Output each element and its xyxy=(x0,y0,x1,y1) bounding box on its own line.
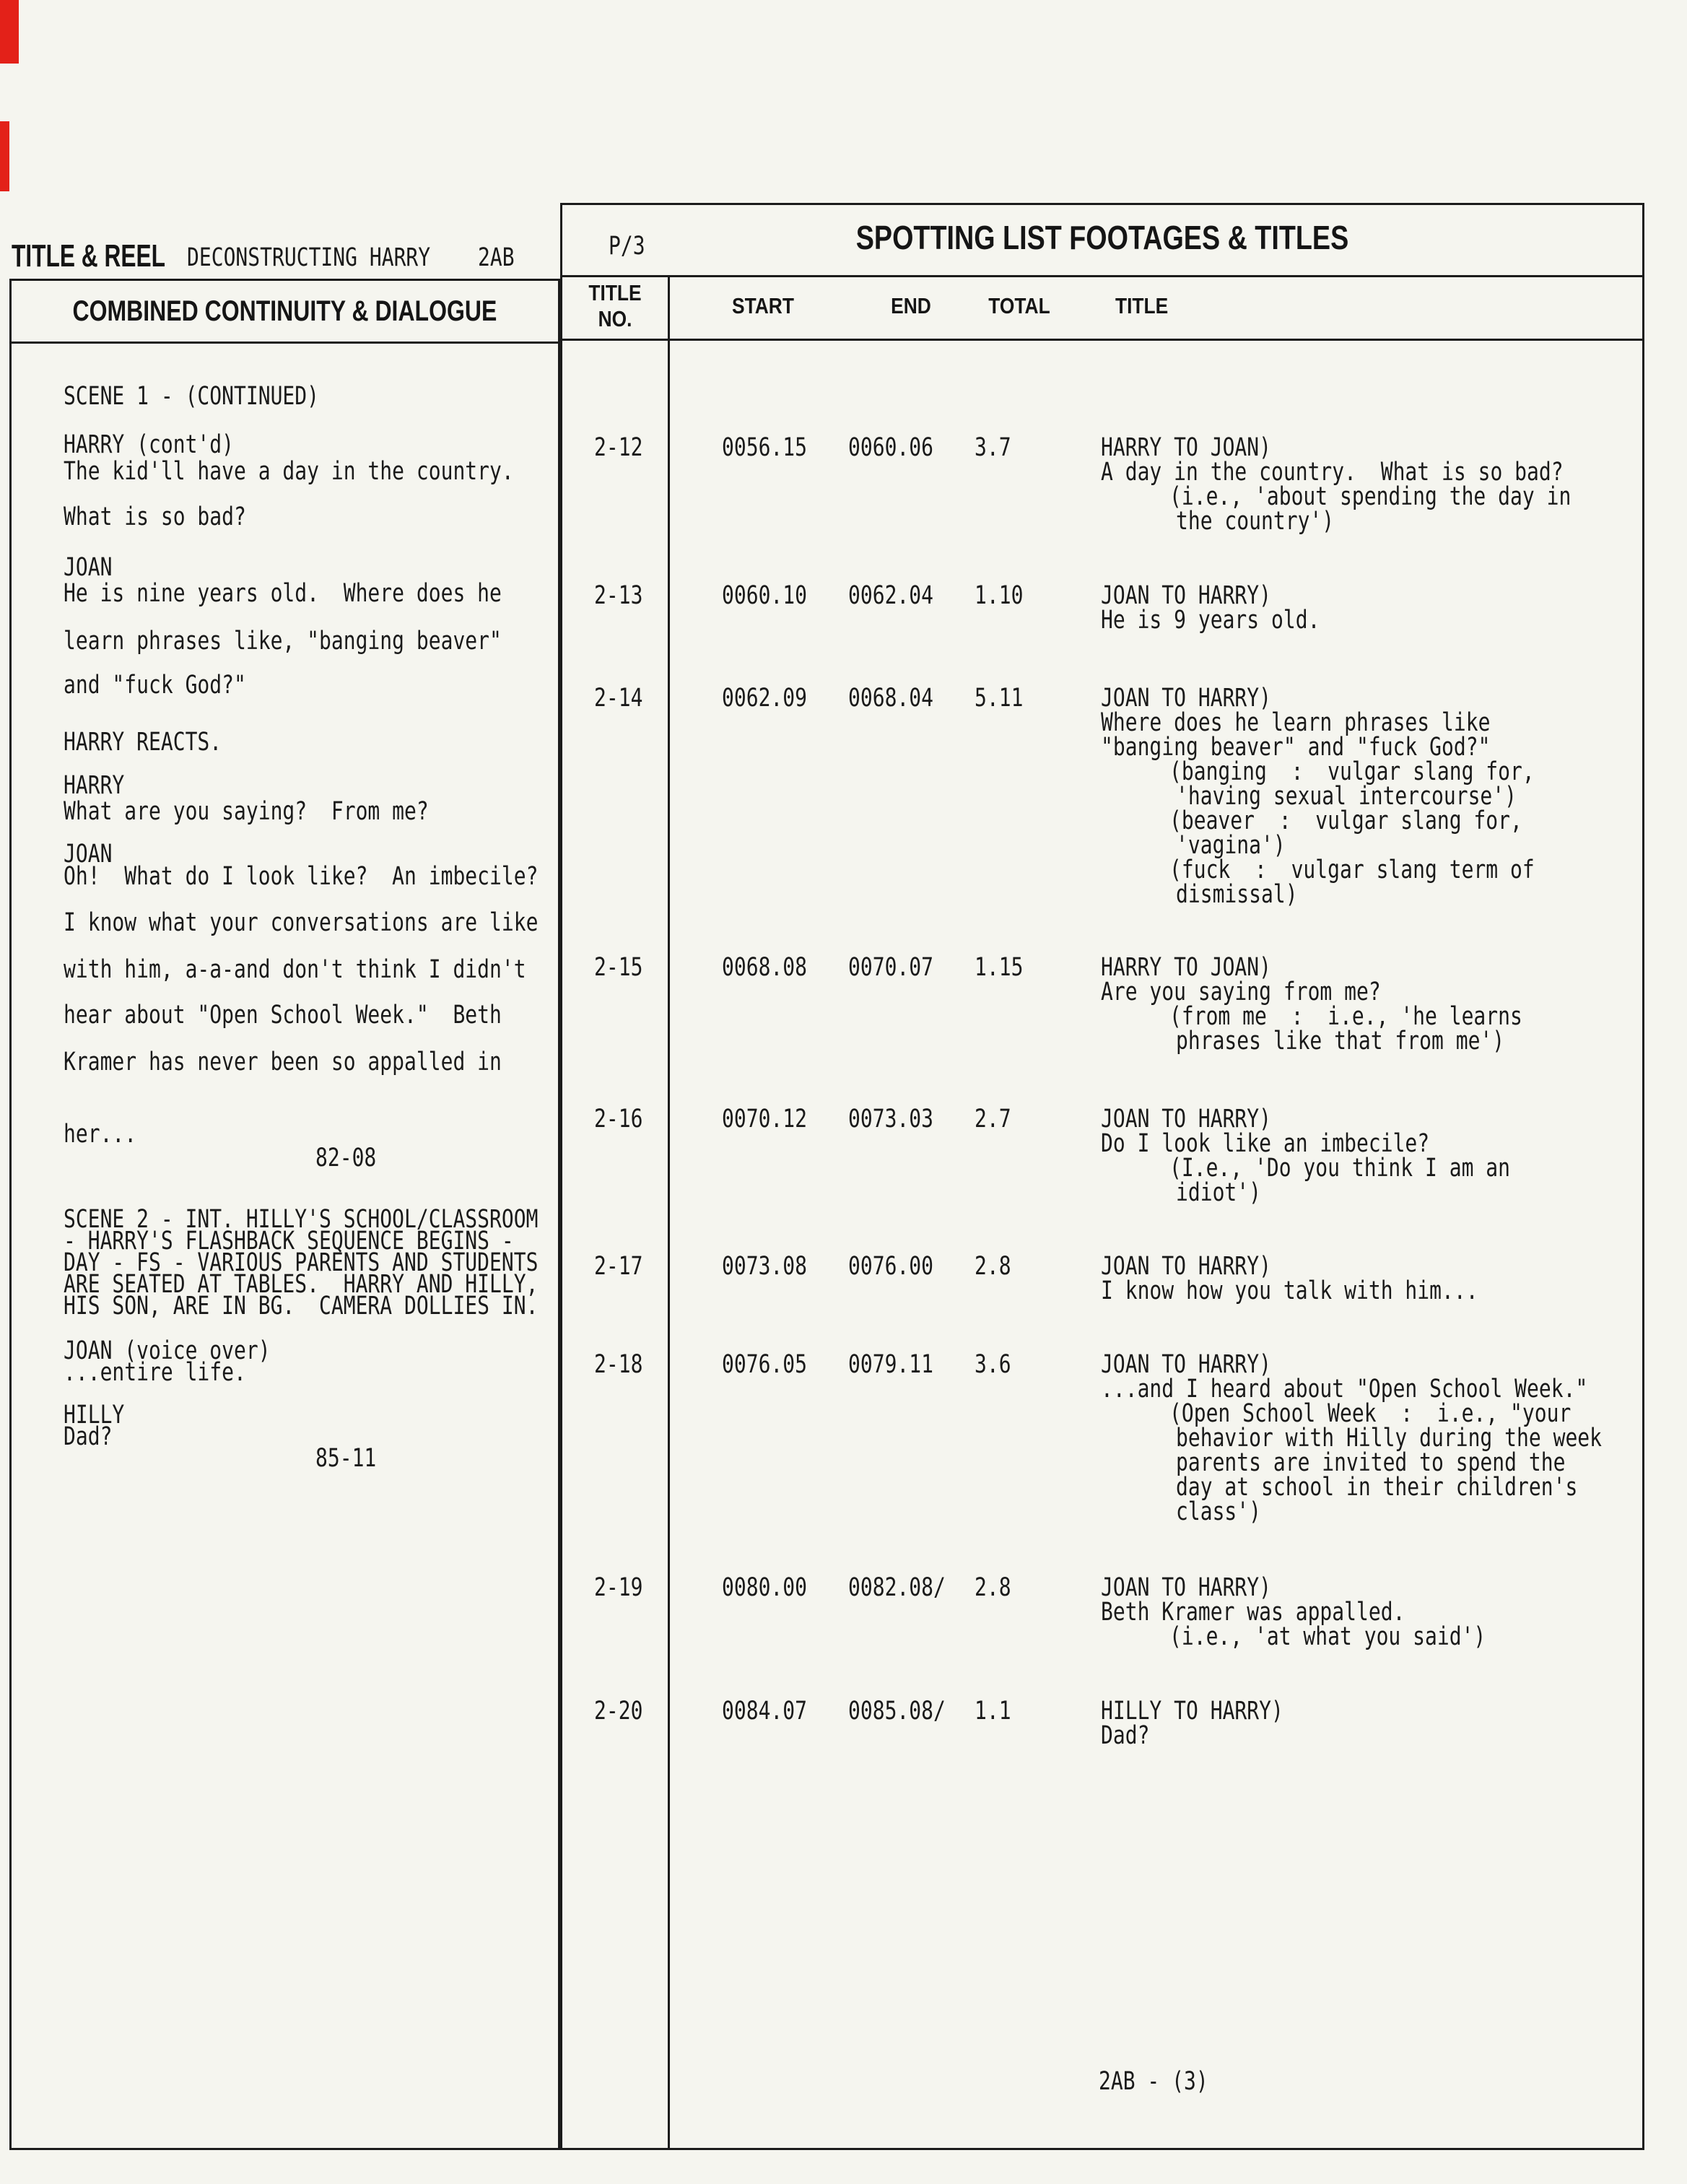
spot-end: 0070.07 xyxy=(848,953,934,982)
spot-title-line: A day in the country. What is so bad? xyxy=(1101,458,1564,487)
continuity-line: - HARRY'S FLASHBACK SEQUENCE BEGINS - xyxy=(64,1227,514,1256)
spot-title-line: the country') xyxy=(1176,507,1335,536)
spot-title-line: Dad? xyxy=(1101,1721,1150,1750)
continuity-line: with him, a-a-and don't think I didn't xyxy=(64,955,526,984)
spot-title-line: 'having sexual intercourse') xyxy=(1176,782,1517,811)
column-header-end: END xyxy=(891,293,931,318)
continuity-line: HIS SON, ARE IN BG. CAMERA DOLLIES IN. xyxy=(64,1292,539,1321)
spot-title-line: (banging : vulgar slang for, xyxy=(1169,757,1535,786)
spot-start: 0070.12 xyxy=(722,1105,808,1134)
continuity-line: learn phrases like, "banging beaver" xyxy=(64,627,502,656)
continuity-line: her... xyxy=(64,1120,137,1149)
spot-title-no: 2-19 xyxy=(594,1573,643,1602)
spot-title-line: HILLY TO HARRY) xyxy=(1101,1697,1283,1726)
spot-start: 0068.08 xyxy=(722,953,808,982)
continuity-panel-header xyxy=(12,281,558,344)
column-header-start: START xyxy=(732,293,794,318)
continuity-line: What is so bad? xyxy=(64,503,246,531)
spot-title-line: JOAN TO HARRY) xyxy=(1101,1252,1272,1281)
scene-footage-counter: 82-08 xyxy=(315,1144,377,1173)
spot-title-line: "banging beaver" and "fuck God?" xyxy=(1101,733,1491,762)
spot-title-no: 2-12 xyxy=(594,433,643,462)
spot-end: 0082.08/ xyxy=(848,1573,946,1602)
continuity-line: ...entire life. xyxy=(64,1358,246,1387)
continuity-line: What are you saying? From me? xyxy=(64,797,429,826)
spot-title-line: HARRY TO JOAN) xyxy=(1101,433,1272,462)
spot-title-no: 2-16 xyxy=(594,1105,643,1134)
spot-title-line: HARRY TO JOAN) xyxy=(1101,953,1272,982)
spot-title-no: 2-15 xyxy=(594,953,643,982)
spot-title-line: JOAN TO HARRY) xyxy=(1101,684,1272,713)
spot-title-line: (fuck : vulgar slang term of xyxy=(1169,856,1535,884)
spot-total: 3.7 xyxy=(975,433,1011,462)
continuity-line: Kramer has never been so appalled in xyxy=(64,1048,502,1076)
spot-start: 0056.15 xyxy=(722,433,808,462)
spot-title-line: I know how you talk with him... xyxy=(1101,1276,1478,1305)
column-header-row xyxy=(562,275,1642,341)
continuity-line: HARRY xyxy=(64,771,125,800)
spot-title-line: Do I look like an imbecile? xyxy=(1101,1129,1430,1158)
scan-artifact-red-mark-top xyxy=(0,0,19,64)
spot-title-line: ...and I heard about "Open School Week." xyxy=(1101,1375,1588,1404)
column-header-title-no-line1: TITLE xyxy=(588,280,642,305)
scan-artifact-red-mark-left xyxy=(0,121,9,191)
spot-title-line: (beaver : vulgar slang for, xyxy=(1169,806,1522,835)
spot-start: 0073.08 xyxy=(722,1252,808,1281)
spot-total: 2.8 xyxy=(975,1573,1011,1602)
spot-title-line: JOAN TO HARRY) xyxy=(1101,581,1272,610)
spot-start: 0062.09 xyxy=(722,684,808,713)
spot-start: 0060.10 xyxy=(722,581,808,610)
spot-title-no: 2-17 xyxy=(594,1252,643,1281)
continuity-line: HARRY (cont'd) xyxy=(64,430,235,459)
continuity-line: He is nine years old. Where does he xyxy=(64,579,502,608)
continuity-line: ARE SEATED AT TABLES. HARRY AND HILLY, xyxy=(64,1270,539,1299)
spot-title-line: parents are invited to spend the xyxy=(1176,1448,1566,1477)
spot-end: 0062.04 xyxy=(848,581,934,610)
continuity-line: JOAN xyxy=(64,553,113,582)
continuity-line: HARRY REACTS. xyxy=(64,728,222,757)
spot-title-line: Beth Kramer was appalled. xyxy=(1101,1598,1405,1627)
spot-end: 0085.08/ xyxy=(848,1697,946,1726)
continuity-line: DAY - FS - VARIOUS PARENTS AND STUDENTS xyxy=(64,1248,539,1277)
spot-title-line: JOAN TO HARRY) xyxy=(1101,1350,1272,1379)
spot-title-line: (i.e., 'about spending the day in xyxy=(1169,482,1572,511)
column-header-title-no xyxy=(570,280,660,332)
spot-title-line: (Open School Week : i.e., "your xyxy=(1169,1399,1572,1428)
spot-start: 0080.00 xyxy=(722,1573,808,1602)
spot-title-line: class') xyxy=(1176,1497,1262,1526)
spot-title-line: (I.e., 'Do you think I am an xyxy=(1169,1154,1511,1183)
spot-total: 3.6 xyxy=(975,1350,1011,1379)
spot-total: 1.10 xyxy=(975,581,1024,610)
continuity-line: SCENE 1 - (CONTINUED) xyxy=(64,382,320,411)
column-header-total: TOTAL xyxy=(988,293,1050,318)
continuity-line: HILLY xyxy=(64,1401,125,1430)
spot-title-line: JOAN TO HARRY) xyxy=(1101,1105,1272,1134)
column-header-title: TITLE xyxy=(1115,293,1169,318)
continuity-line: hear about "Open School Week." Beth xyxy=(64,1001,502,1030)
spot-total: 1.15 xyxy=(975,953,1024,982)
title-no-column-divider xyxy=(668,275,670,2148)
film-title: DECONSTRUCTING HARRY xyxy=(187,243,431,272)
spot-total: 1.1 xyxy=(975,1697,1011,1726)
continuity-panel-title: COMBINED CONTINUITY & DIALOGUE xyxy=(72,295,497,327)
continuity-line: JOAN xyxy=(64,840,113,869)
spotting-list-title: SPOTTING LIST FOOTAGES & TITLES xyxy=(855,219,1349,256)
spot-start: 0084.07 xyxy=(722,1697,808,1726)
spot-start: 0076.05 xyxy=(722,1350,808,1379)
spot-title-line: He is 9 years old. xyxy=(1101,606,1320,635)
spot-end: 0076.00 xyxy=(848,1252,934,1281)
spot-end: 0079.11 xyxy=(848,1350,934,1379)
spot-title-line: 'vagina') xyxy=(1176,831,1286,860)
spot-title-no: 2-20 xyxy=(594,1697,643,1726)
continuity-line: I know what your conversations are like xyxy=(64,908,539,937)
spot-title-no: 2-14 xyxy=(594,684,643,713)
spot-title-line: (from me : i.e., 'he learns xyxy=(1169,1002,1522,1031)
spot-title-line: Where does he learn phrases like xyxy=(1101,708,1491,737)
spot-title-line: behavior with Hilly during the week xyxy=(1176,1424,1603,1453)
spotting-panel-header-row xyxy=(562,205,1642,275)
title-reel-label: TITLE & REEL xyxy=(12,238,165,274)
spot-title-line: Are you saying from me? xyxy=(1101,978,1381,1006)
spot-end: 0073.03 xyxy=(848,1105,934,1134)
continuity-line: Oh! What do I look like? An imbecile? xyxy=(64,862,539,891)
spot-title-no: 2-18 xyxy=(594,1350,643,1379)
spot-total: 2.8 xyxy=(975,1252,1011,1281)
continuity-line: JOAN (voice over) xyxy=(64,1336,271,1365)
spot-title-line: (i.e., 'at what you said') xyxy=(1169,1622,1486,1651)
continuity-line: and "fuck God?" xyxy=(64,671,246,700)
spot-total: 5.11 xyxy=(975,684,1024,713)
spot-title-line: phrases like that from me') xyxy=(1176,1027,1505,1056)
spot-title-line: JOAN TO HARRY) xyxy=(1101,1573,1272,1602)
reel-number: 2AB xyxy=(478,243,515,272)
spot-end: 0068.04 xyxy=(848,684,934,713)
continuity-line: SCENE 2 - INT. HILLY'S SCHOOL/CLASSROOM xyxy=(64,1205,539,1234)
spot-title-line: day at school in their children's xyxy=(1176,1473,1578,1502)
page-number: P/3 xyxy=(609,232,645,261)
continuity-line: The kid'll have a day in the country. xyxy=(64,457,514,486)
spot-title-no: 2-13 xyxy=(594,581,643,610)
spot-title-line: idiot') xyxy=(1176,1178,1262,1207)
scene-footage-counter: 85-11 xyxy=(315,1444,377,1473)
column-header-title-no-line2: NO. xyxy=(598,306,632,331)
spot-end: 0060.06 xyxy=(848,433,934,462)
spot-title-line: dismissal) xyxy=(1176,880,1298,909)
spot-total: 2.7 xyxy=(975,1105,1011,1134)
continuity-line: Dad? xyxy=(64,1422,113,1451)
footer-reel-page-label: 2AB - (3) xyxy=(1099,2067,1208,2096)
